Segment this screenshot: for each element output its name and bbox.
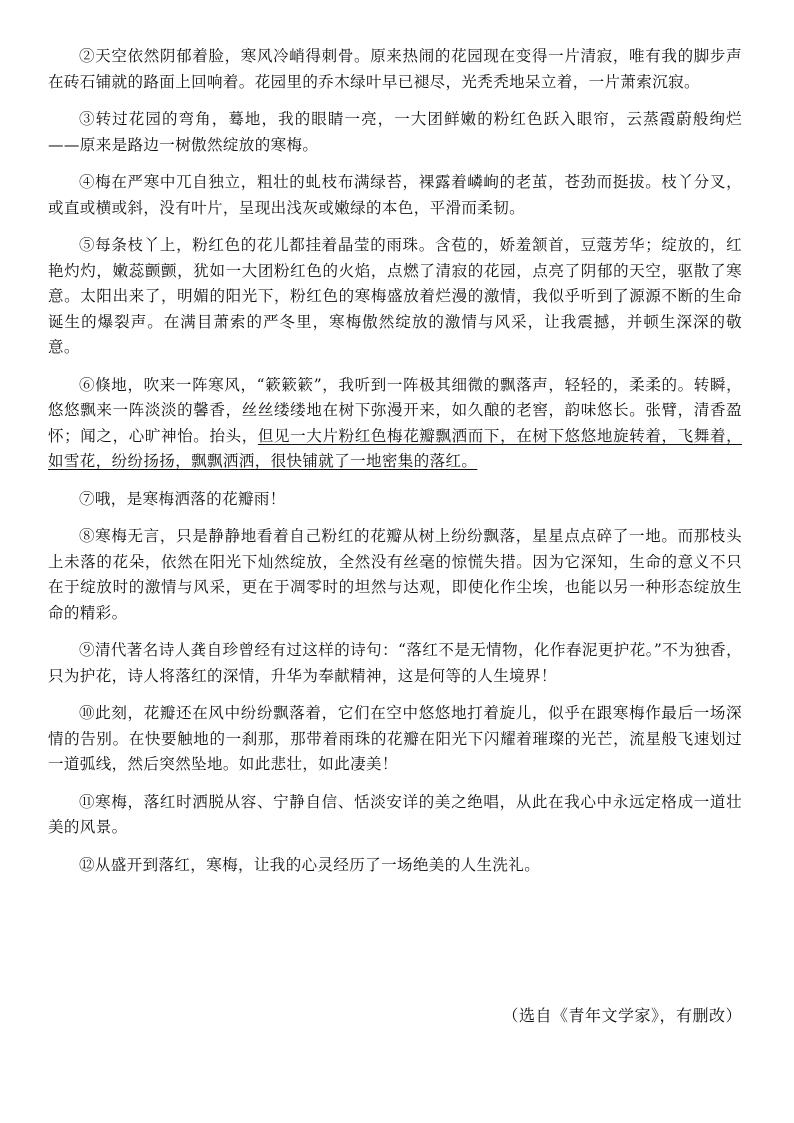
paragraph-text: ③转过花园的弯角，蓦地，我的眼睛一亮，一大团鲜嫩的粉红色跃入眼帘，云蒸霞蔚般绚烂——原来是路边一树傲然绽放的寒梅。 xyxy=(48,110,742,154)
paragraph-p3 xyxy=(48,107,742,158)
paragraph-p2 xyxy=(48,44,742,95)
paragraph-text: ⑩此刻，花瓣还在风中纷纷飘落着，它们在空中悠悠地打着旋儿，似乎在跟寒梅作最后一场深情的告别。在快要触地的一刹那，那带着雨珠的花瓣在阳光下闪耀着璀璨的光芒，流星般飞速划过一道弧线，然后突然坠地。如此悲壮，如此凄美！ xyxy=(48,704,742,773)
paragraph-text: ⑤每条枝丫上，粉红色的花儿都挂着晶莹的雨珠。含苞的，娇羞颔首，豆蔻芳华；绽放的，红艳灼灼，嫩蕊颤颤，犹如一大团粉红色的火焰，点燃了清寂的花园，点亮了阴郁的天空，驱散了寒意。太阳出来了，明媚的阳光下，粉红色的寒梅盛放着烂漫的激情，我似乎听到了源源不断的生命诞生的爆裂声。在满目萧索的严冬里，寒梅傲然绽放的激情与风采，让我震撼，并顿生深深的敬意。 xyxy=(48,236,742,356)
paragraph-text: ②天空依然阴郁着脸，寒风冷峭得刺骨。原来热闹的花园现在变得一片清寂，唯有我的脚步声在砖石铺就的路面上回响着。花园里的乔木绿叶早已褪尽，光秃秃地呆立着，一片萧索沉寂。 xyxy=(48,47,742,91)
paragraph-p7 xyxy=(48,487,742,513)
paragraph-text: ⑧寒梅无言，只是静静地看着自己粉红的花瓣从树上纷纷飘落，星星点点碎了一地。而那枝头上未落的花朵，依然在阳光下灿然绽放，全然没有丝毫的惊慌失措。因为它深知，生命的意义不只在于绽放时的激情与风采，更在于凋零时的坦然与达观，即使化作尘埃，也能以另一种形态绽放生命的精彩。 xyxy=(48,527,742,622)
paragraph-p4 xyxy=(48,170,742,221)
paragraph-p12 xyxy=(48,853,742,879)
paragraph-text: ⑦哦，是寒梅洒落的花瓣雨！ xyxy=(79,489,286,508)
underlined-sentence: 但见一大片粉红色梅花瓣飘洒而下，在树下悠悠地旋转着，飞舞着，如雪花，纷纷扬扬，飘飘洒洒，很快铺就了一地密集的落红。 xyxy=(48,426,742,470)
paragraph-p5 xyxy=(48,233,742,361)
paragraph-p11 xyxy=(48,790,742,841)
paragraph-text: ④梅在严寒中兀自独立，粗壮的虬枝布满绿苔，裸露着嶙峋的老茧，苍劲而挺拔。枝丫分叉，或直或横或斜，没有叶片，呈现出浅灰或嫩绿的本色，平滑而柔韧。 xyxy=(48,173,742,217)
paragraph-p10 xyxy=(48,701,742,778)
article-body xyxy=(48,44,742,878)
paragraph-text: ⑪寒梅，落红时洒脱从容、宁静自信、恬淡安详的美之绝唱，从此在我心中永远定格成一道壮美的风景。 xyxy=(48,792,742,836)
paragraph-p6 xyxy=(48,373,742,475)
paragraph-text: ⑥倏地，吹来一阵寒风，“簌簌簌”，我听到一阵极其细微的飘落声，轻轻的，柔柔的。转瞬，悠悠飘来一阵淡淡的馨香，丝丝缕缕地在树下弥漫开来，如久酿的老窖，韵味悠长。张臂，清香盈怀；闻之，心旷神怡。抬头， xyxy=(48,375,742,445)
paragraph-text: ⑨清代著名诗人龚自珍曾经有过这样的诗句：“落红不是无情物，化作春泥更护花。”不为独香，只为护花，诗人将落红的深情，升华为奉献精神，这是何等的人生境界！ xyxy=(48,641,742,685)
paragraph-p8 xyxy=(48,524,742,626)
paragraph-p9 xyxy=(48,638,742,689)
source-citation: （选自《青年文学家》，有删改） xyxy=(502,1006,742,1025)
paragraph-text: ⑫从盛开到落红，寒梅，让我的心灵经历了一场绝美的人生洗礼。 xyxy=(79,855,541,874)
